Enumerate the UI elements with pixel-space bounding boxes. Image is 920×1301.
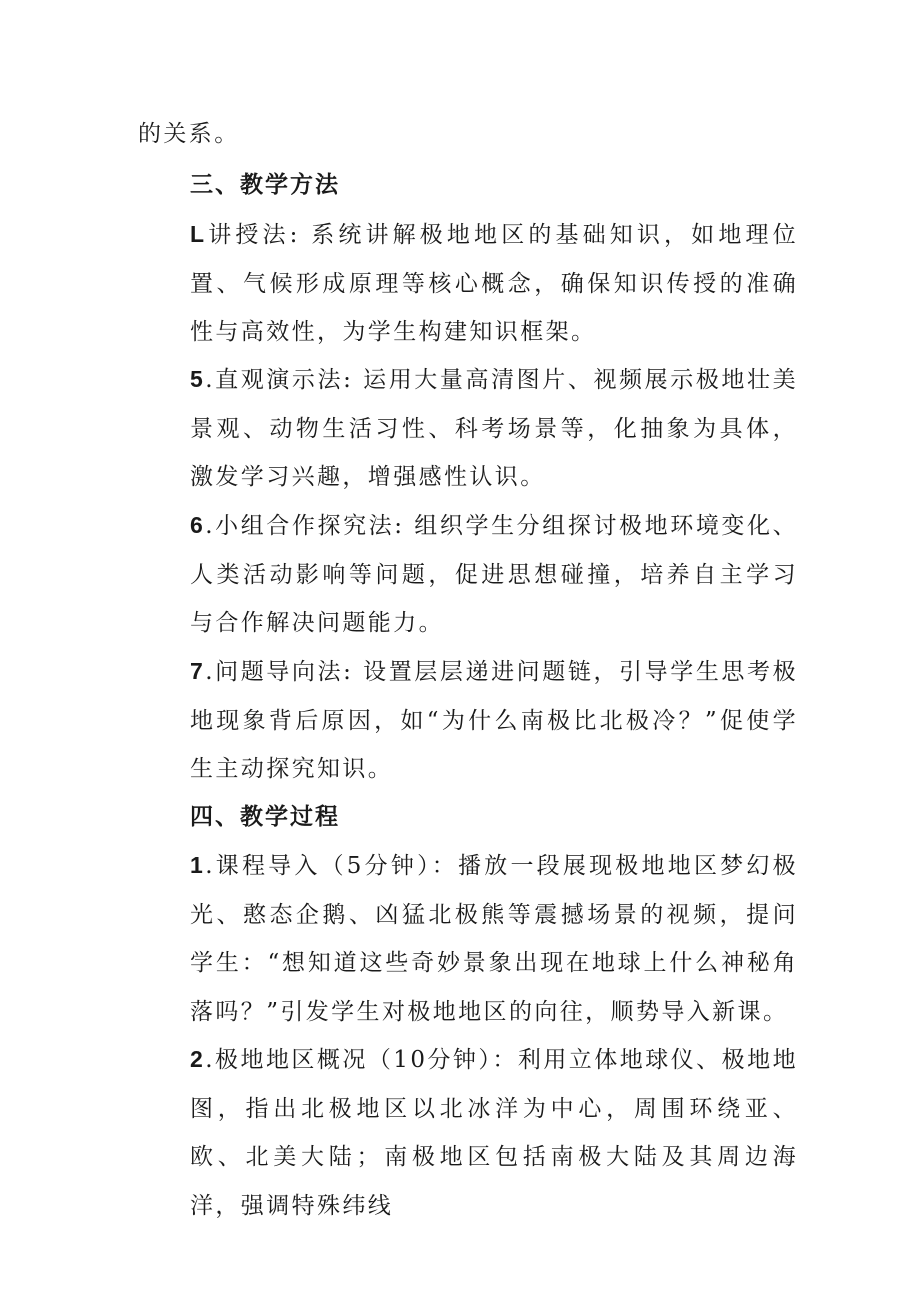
item-marker: 1 bbox=[190, 852, 206, 878]
item-marker: 5 bbox=[190, 366, 206, 392]
process-item-introduction bbox=[138, 841, 798, 1036]
method-item-demonstration bbox=[138, 355, 798, 502]
continuation-paragraph bbox=[138, 110, 798, 159]
item-marker: L bbox=[190, 221, 207, 247]
item-marker: 7 bbox=[190, 658, 206, 684]
item-text: .小组合作探究法: 组织学生分组探讨极地环境变化、人类活动影响等问题，促进思想碰撞，培养自主学习与合作解决问题能力。 bbox=[190, 513, 798, 636]
method-item-group-inquiry bbox=[138, 501, 798, 648]
item-marker: 2 bbox=[190, 1046, 206, 1072]
item-text: .极地地区概况（10分钟）：利用立体地球仪、极地地图，指出北极地区以北冰洋为中心，周围环绕亚、欧、北美大陆；南极地区包括南极大陆及其周边海洋，强调特殊纬线 bbox=[190, 1047, 798, 1219]
item-text: .直观演示法: 运用大量高清图片、视频展示极地壮美景观、动物生活习性、科考场景等，化抽象为具体，激发学习兴趣，增强感性认识。 bbox=[190, 367, 798, 490]
method-item-lecture bbox=[138, 210, 798, 357]
process-item-overview bbox=[138, 1035, 798, 1230]
section-heading-teaching-process: 四、教学过程 bbox=[190, 804, 340, 830]
method-item-problem-oriented bbox=[138, 647, 798, 794]
item-text: .课程导入（5分钟）：播放一段展现极地地区梦幻极光、憨态企鹅、凶猛北极熊等震撼场景的视频，提问学生：“想知道这些奇妙景象出现在地球上什么神秘角落吗？”引发学生对极地地区的向往，顺势导入新课。 bbox=[190, 853, 798, 1025]
section-heading-teaching-methods: 三、教学方法 bbox=[190, 172, 340, 198]
item-marker: 6 bbox=[190, 512, 206, 538]
item-text: 讲授法: 系统讲解极地地区的基础知识，如地理位置、气候形成原理等核心概念，确保知识传授的准确性与高效性，为学生构建知识框架。 bbox=[190, 222, 798, 345]
continuation-text: 的关系。 bbox=[138, 121, 240, 147]
item-text: .问题导向法: 设置层层递进问题链，引导学生思考极地现象背后原因，如“为什么南极比北极冷？”促使学生主动探究知识。 bbox=[190, 659, 798, 782]
